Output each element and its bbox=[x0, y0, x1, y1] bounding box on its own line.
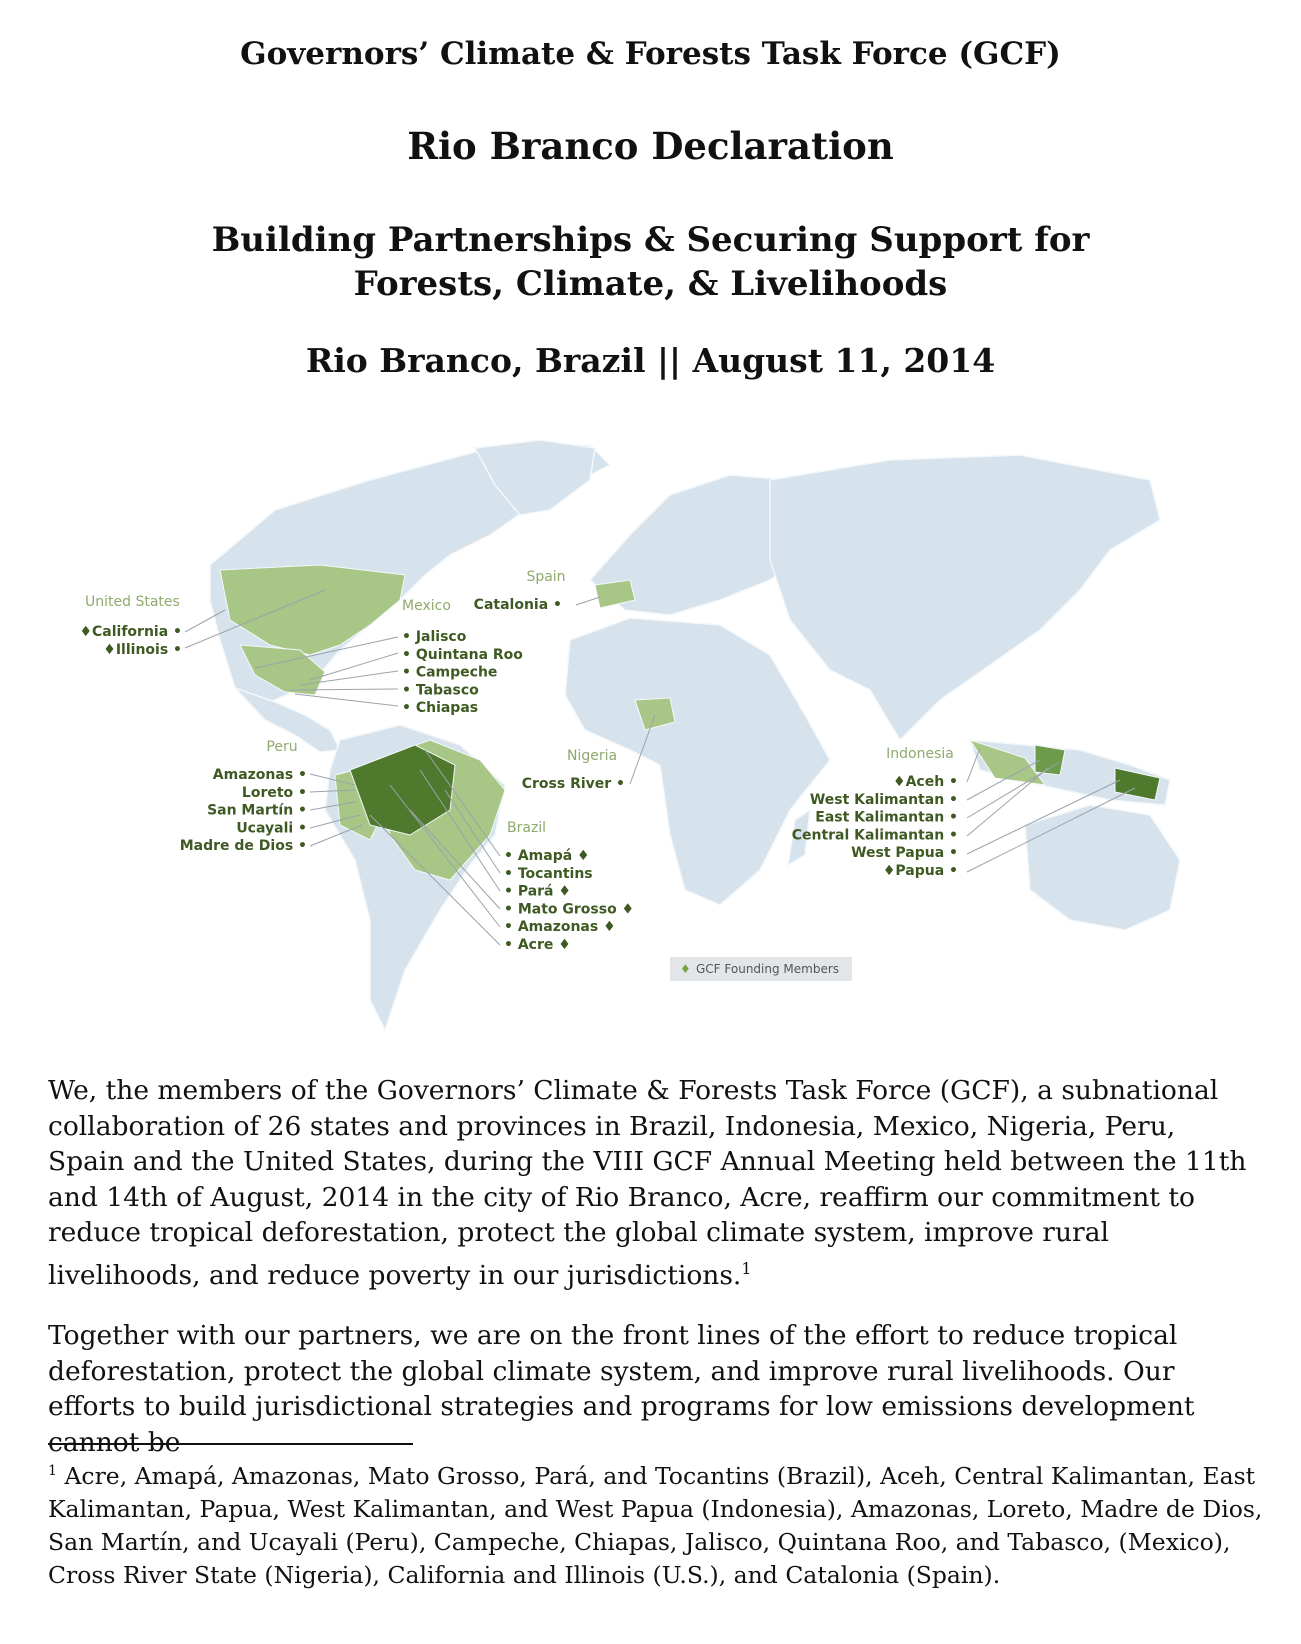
australia-landmass bbox=[1025, 805, 1180, 930]
map-member-label: • Jalisco bbox=[402, 629, 467, 645]
map-member-label: • Amapá ♦ bbox=[504, 848, 590, 864]
org-heading: Governors’ Climate & Forests Task Force (GCF) bbox=[240, 36, 1061, 72]
map-member-label: East Kalimantan • bbox=[815, 809, 958, 826]
subtitle-line-2: Forests, Climate, & Livelihoods bbox=[353, 264, 948, 304]
map-member-label: • Mato Grosso ♦ bbox=[504, 901, 635, 918]
map-country-heading: Mexico bbox=[402, 598, 451, 614]
paragraph-2: Together with our partners, we are on the front lines of the effort to reduce tropical deforestation, protect the global climate system, and improve rural livelihoods. Our efforts to build jurisdictional strategies and programs for low emissions development cannot be bbox=[48, 1320, 1195, 1458]
map-member-label: • Quintana Roo bbox=[402, 646, 523, 663]
map-member-label: Loreto • bbox=[241, 784, 307, 801]
map-member-label: Amazonas • bbox=[212, 767, 307, 783]
map-member-label: Central Kalimantan • bbox=[791, 827, 958, 844]
map-country-heading: United States bbox=[85, 594, 180, 610]
subtitle bbox=[0, 218, 1301, 306]
map-country-heading: Spain bbox=[526, 569, 566, 585]
footnote-text: Acre, Amapá, Amazonas, Mato Grosso, Pará, and Tocantins (Brazil), Aceh, Central Kalimantan, East Kalimantan, Papua, West Kalimantan, and West Papua (Indonesia), Amazonas, Loreto, Madre de Dios, San Martín, and Ucayali (Peru), Campeche, Chiapas, Jalisco, Quintana Roo, and Tabasco, (Mexico), Cross River State (Nigeria), California and Illinois (U.S.), and Catalonia (Spain). bbox=[48, 1461, 1263, 1589]
map-member-label: • Campeche bbox=[402, 664, 498, 681]
map-member-label: • Pará ♦ bbox=[504, 883, 571, 900]
asia-landmass bbox=[770, 455, 1160, 740]
founding-diamond-icon: ♦ bbox=[680, 962, 691, 976]
map-member-label: ♦California • bbox=[79, 624, 182, 640]
map-member-label: • Tocantins bbox=[504, 865, 593, 882]
leader-line bbox=[295, 694, 398, 706]
map-member-label: • Tabasco bbox=[402, 682, 479, 699]
map-member-label: Ucayali • bbox=[236, 820, 307, 837]
footnote-reference: 1 bbox=[741, 1258, 752, 1278]
map-member-label: San Martín • bbox=[207, 802, 307, 819]
map-country-heading: Brazil bbox=[507, 820, 547, 836]
map-member-label: • Chiapas bbox=[402, 700, 479, 717]
footnote-divider bbox=[48, 1443, 413, 1445]
paragraph-1-text: We, the members of the Governors’ Climate & Forests Task Force (GCF), a subnational collaboration of 26 states and provinces in Brazil, Indonesia, Mexico, Nigeria, Peru, Spain and the United States, during the VIII GCF Annual Meeting held between the 11th and 14th of August, 2014 in the city of Rio Branco, Acre, reaffirm our commitment to reduce tropical deforestation, protect the global climate system, improve rural livelihoods, and reduce poverty in our jurisdictions. bbox=[48, 1075, 1247, 1291]
leader-line bbox=[576, 597, 600, 605]
map-member-label: ♦Papua • bbox=[882, 863, 958, 879]
map-member-label: • Amazonas ♦ bbox=[504, 919, 616, 936]
map-country-heading: Peru bbox=[266, 739, 298, 755]
subtitle-line-1: Building Partnerships & Securing Support for bbox=[211, 220, 1090, 260]
paragraph-1 bbox=[48, 1073, 1258, 1293]
map-member-label: Catalonia • bbox=[473, 597, 562, 613]
map-country-heading: Nigeria bbox=[566, 748, 618, 764]
declaration-title: Rio Branco Declaration bbox=[407, 124, 894, 168]
continents bbox=[210, 440, 1180, 1030]
map-member-label: ♦Illinois • bbox=[103, 641, 182, 658]
map-member-label: West Papua • bbox=[851, 845, 958, 862]
map-member-label: ♦Aceh • bbox=[893, 774, 958, 790]
gcf-member-world-map bbox=[70, 440, 1230, 1040]
map-member-label: West Kalimantan • bbox=[809, 791, 958, 808]
map-member-label: Madre de Dios • bbox=[179, 838, 307, 855]
map-member-label: Cross River • bbox=[521, 776, 625, 792]
legend-label: GCF Founding Members bbox=[696, 962, 840, 976]
map-member-label: • Acre ♦ bbox=[504, 937, 571, 953]
footnote-mark: 1 bbox=[48, 1463, 57, 1479]
map-legend bbox=[670, 957, 852, 981]
map-country-heading: Indonesia bbox=[886, 746, 954, 762]
footnote bbox=[48, 1455, 1263, 1592]
place-and-date: Rio Branco, Brazil || August 11, 2014 bbox=[305, 341, 996, 380]
